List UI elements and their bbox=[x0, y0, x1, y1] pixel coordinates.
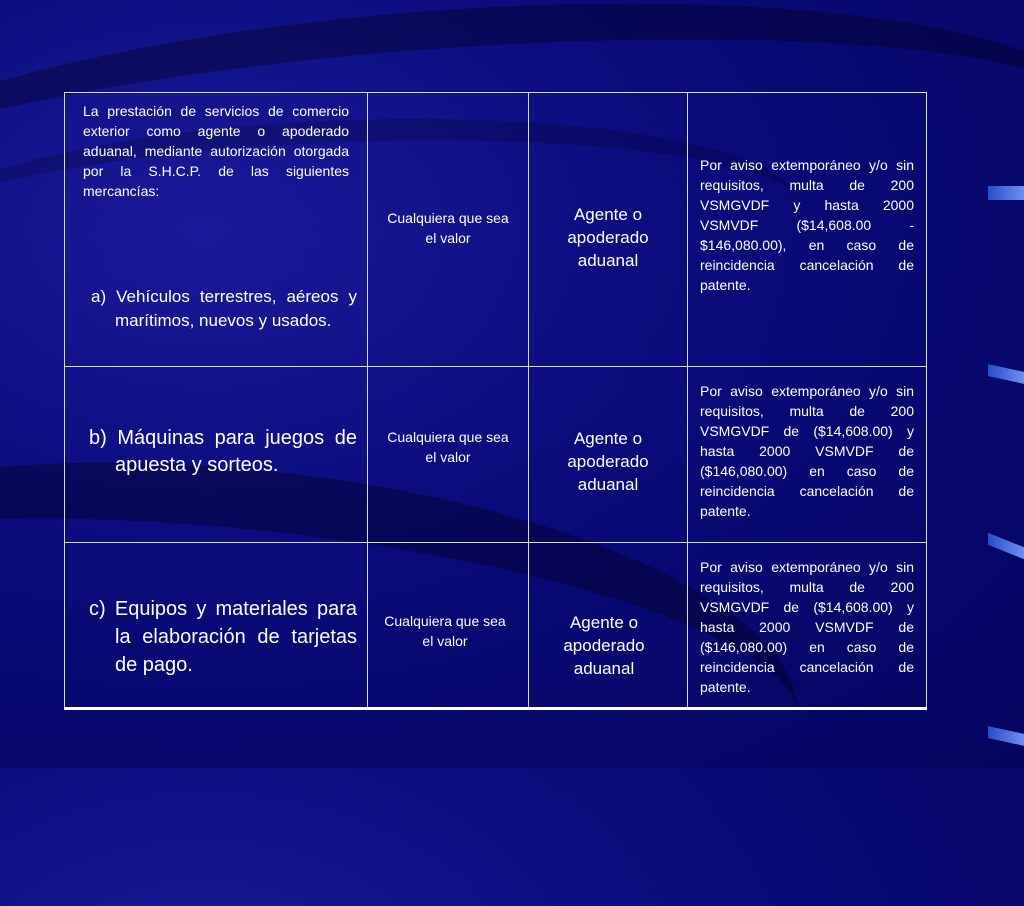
value-text: Cualquiera que sea el valor bbox=[387, 429, 509, 465]
value-text: Cualquiera que sea el valor bbox=[384, 613, 506, 649]
value-cell bbox=[368, 367, 529, 543]
description-cell bbox=[65, 93, 368, 367]
subject-text: Agente o apoderado aduanal bbox=[567, 429, 649, 494]
subject-text: Agente o apoderado aduanal bbox=[567, 205, 649, 270]
table-row bbox=[65, 367, 927, 543]
decorative-tab-mark bbox=[988, 186, 1024, 200]
intro-text: La prestación de servicios de comercio exterior como agente o apoderado aduanal, mediante autorización otorgada por la S.H.C.P. de las siguientes mercancías: bbox=[83, 103, 349, 199]
subject-cell bbox=[529, 93, 688, 367]
decorative-tab-mark bbox=[988, 726, 1024, 746]
table-row bbox=[65, 93, 927, 367]
item-text: a) Vehículos terrestres, aéreos y marítimos, nuevos y usados. bbox=[91, 287, 357, 330]
value-text: Cualquiera que sea el valor bbox=[387, 210, 509, 246]
sanction-cell bbox=[688, 367, 927, 543]
description-cell bbox=[65, 367, 368, 543]
subject-cell bbox=[529, 367, 688, 543]
sanction-cell bbox=[688, 543, 927, 709]
sanction-text: Por aviso extemporáneo y/o sin requisitos, multa de 200 VSMGVDF de ($14,608.00) y hasta 2000 VSMVDF de ($146,080.00) en caso de reincidencia cancelación de patente. bbox=[700, 559, 914, 695]
decorative-tab-mark bbox=[988, 364, 1024, 384]
subject-cell bbox=[529, 543, 688, 709]
decorative-tab-mark bbox=[988, 533, 1024, 560]
value-cell bbox=[368, 543, 529, 709]
item-text: c) Equipos y materiales para la elaboración de tarjetas de pago. bbox=[89, 598, 357, 676]
sanction-text: Por aviso extemporáneo y/o sin requisitos, multa de 200 VSMGVDF de ($14,608.00) y hasta 2000 VSMVDF de ($146,080.00) en caso de reincidencia cancelación de patente. bbox=[700, 383, 914, 519]
value-cell bbox=[368, 93, 529, 367]
description-cell bbox=[65, 543, 368, 709]
subject-text: Agente o apoderado aduanal bbox=[563, 613, 645, 678]
sanction-text: Por aviso extemporáneo y/o sin requisitos, multa de 200 VSMGVDF y hasta 2000 VSMVDF ($14,608.00 - $146,080.00), en caso de reincidencia cancelación de patente. bbox=[700, 157, 914, 293]
item-text: b) Máquinas para juegos de apuesta y sorteos. bbox=[89, 427, 357, 476]
activities-table bbox=[64, 92, 927, 710]
sanction-cell bbox=[688, 93, 927, 367]
table-row bbox=[65, 543, 927, 709]
